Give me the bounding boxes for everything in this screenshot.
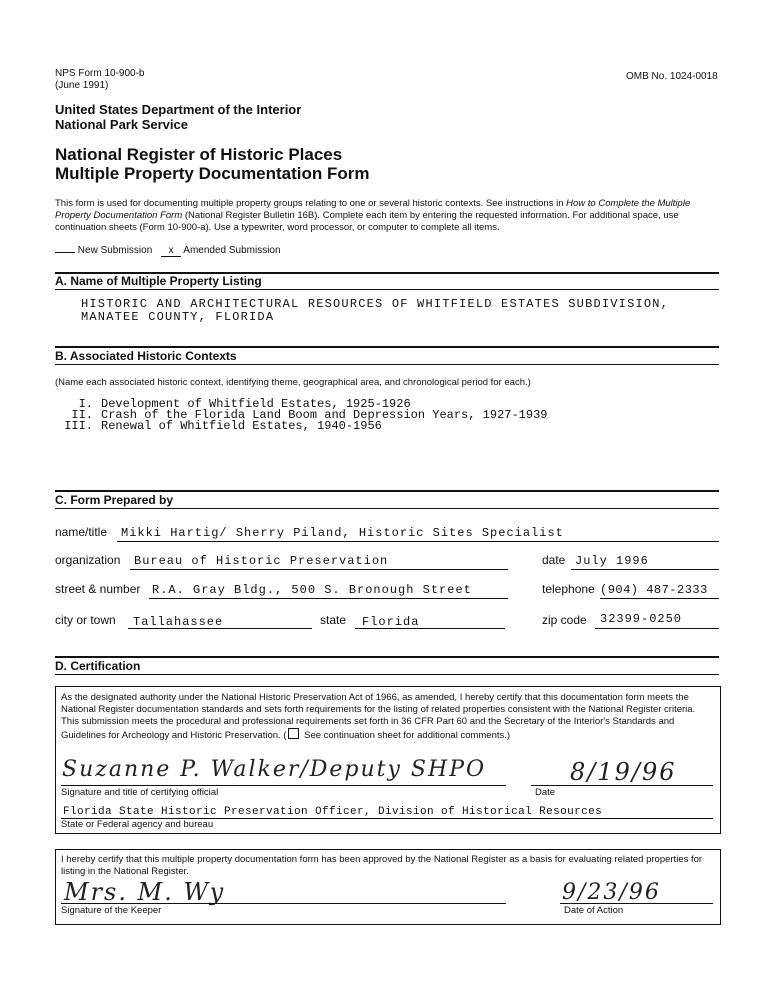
city-label: city or town: [55, 613, 116, 627]
context-number: II.: [71, 408, 93, 422]
certifying-official-signature[interactable]: Suzanne P. Walker/Deputy SHPO: [62, 757, 487, 782]
state-label: state: [320, 613, 347, 627]
section-c-underline: [55, 508, 719, 509]
name-title-underline: [117, 541, 719, 542]
date-field[interactable]: July 1996: [575, 554, 649, 568]
context-number: I.: [78, 397, 93, 411]
certification-text-1: As the designated authority under the National Historic Preservation Act of 1966, as amended, I hereby certify that this documentation form meets the National Register documentation standards and sets forth requirements for the listing of related properties consistent with the National Register criteria. This submission meets the procedural and professional requirements set forth in 36 CFR Part 60 and the Secretary of the Interior's Standards and Guidelines for Archeology and Historic Preservation. (: [61, 692, 696, 741]
amended-submission-label: Amended Submission: [183, 245, 281, 256]
service-name: National Park Service: [55, 117, 188, 132]
section-c-heading: C. Form Prepared by: [55, 493, 174, 507]
certification-text-2: See continuation sheet for additional comments.): [301, 730, 511, 741]
keeper-signature-underline: [61, 903, 506, 904]
street-label: street & number: [55, 582, 141, 596]
section-a-heading: A. Name of Multiple Property Listing: [55, 274, 262, 288]
mpl-name-line2: MANATEE COUNTY, FLORIDA: [81, 310, 275, 324]
new-submission-blank[interactable]: [55, 252, 75, 253]
street-underline: [149, 598, 508, 599]
name-title-field[interactable]: Mikki Hartig/ Sherry Piland, Historic Sites Specialist: [121, 526, 564, 540]
zip-underline: [595, 628, 719, 629]
signature-underline: [61, 785, 506, 786]
telephone-label: telephone: [542, 582, 595, 596]
keeper-signature-label: Signature of the Keeper: [61, 905, 162, 916]
zip-label: zip code: [542, 613, 587, 627]
new-submission-label: New Submission: [77, 245, 153, 256]
section-b-rule: [55, 346, 719, 348]
intro-text-1: This form is used for documenting multiple property groups relating to one or several historic contexts. See instructions in: [55, 198, 567, 209]
department-name: United States Department of the Interior: [55, 102, 302, 117]
form-title-line1: National Register of Historic Places: [55, 145, 343, 164]
submission-type: [55, 245, 281, 257]
signature-title-label: Signature and title of certifying official: [61, 787, 219, 798]
certification-statement: [61, 692, 711, 742]
intro-paragraph: [55, 198, 725, 234]
keeper-signature[interactable]: Mrs. M. Wy: [64, 878, 226, 906]
date-of-action-handwritten[interactable]: 9/23/96: [562, 880, 661, 905]
form-title-line2: Multiple Property Documentation Form: [55, 164, 370, 183]
telephone-underline: [600, 598, 719, 599]
section-d-underline: [55, 674, 719, 675]
state-underline: [355, 628, 505, 629]
organization-label: organization: [55, 553, 121, 567]
state-field[interactable]: Florida: [362, 615, 420, 629]
zip-field[interactable]: 32399-0250: [600, 612, 683, 626]
context-text: Development of Whitfield Estates, 1925-1926: [101, 397, 411, 411]
certification-date-handwritten[interactable]: 8/19/96: [570, 758, 677, 786]
agency-field[interactable]: Florida State Historic Preservation Officer, Division of Historical Resources: [63, 806, 603, 818]
form-number: NPS Form 10-900-b: [55, 68, 145, 79]
omb-number: OMB No. 1024-0018: [626, 71, 718, 82]
context-text: Renewal of Whitfield Estates, 1940-1956: [101, 419, 382, 433]
city-underline: [128, 628, 312, 629]
form-date: (June 1991): [55, 80, 109, 91]
section-b-instruction: (Name each associated historic context, identifying theme, geographical area, and chronological period for each.): [55, 377, 531, 388]
section-b-heading: B. Associated Historic Contexts: [55, 349, 237, 363]
organization-field[interactable]: Bureau of Historic Preservation: [134, 554, 389, 568]
context-item: [55, 420, 382, 432]
date-label: date: [542, 553, 566, 567]
section-b-underline: [55, 364, 719, 365]
date-of-action-underline: [560, 903, 713, 904]
section-a-underline: [55, 289, 719, 290]
continuation-sheet-checkbox[interactable]: [288, 728, 299, 739]
city-field[interactable]: Tallahassee: [133, 615, 224, 629]
name-title-label: name/title: [55, 525, 108, 539]
date-of-action-label: Date of Action: [564, 905, 624, 916]
date-underline: [571, 569, 719, 570]
agency-label: State or Federal agency and bureau: [61, 819, 214, 830]
street-field[interactable]: R.A. Gray Bldg., 500 S. Bronough Street: [152, 583, 472, 597]
certification-date-label: Date: [535, 787, 556, 798]
context-text: Crash of the Florida Land Boom and Depression Years, 1927-1939: [101, 408, 548, 422]
date-underline: [531, 785, 713, 786]
amended-submission-blank[interactable]: x: [161, 245, 181, 257]
intro-italic: How to Complete the Multiple Property Documentation Form: [55, 198, 691, 221]
mpl-name-line1: HISTORIC AND ARCHITECTURAL RESOURCES OF WHITFIELD ESTATES SUBDIVISION,: [81, 297, 670, 311]
intro-text-2: (National Register Bulletin 16B). Complete each item by entering the requested information. For additional space, use continuation sheets (Form 10-900-a). Use a typewriter, word processor, or computer to complete all items.: [55, 210, 679, 233]
section-d-rule: [55, 656, 719, 658]
organization-underline: [130, 569, 508, 570]
telephone-field[interactable]: (904) 487-2333: [600, 583, 708, 597]
section-d-heading: D. Certification: [55, 659, 141, 673]
keeper-statement: I hereby certify that this multiple property documentation form has been approved by the National Register as a basis for evaluating related properties for listing in the National Register.: [61, 854, 703, 877]
section-c-rule: [55, 490, 719, 492]
context-number: III.: [64, 419, 93, 433]
